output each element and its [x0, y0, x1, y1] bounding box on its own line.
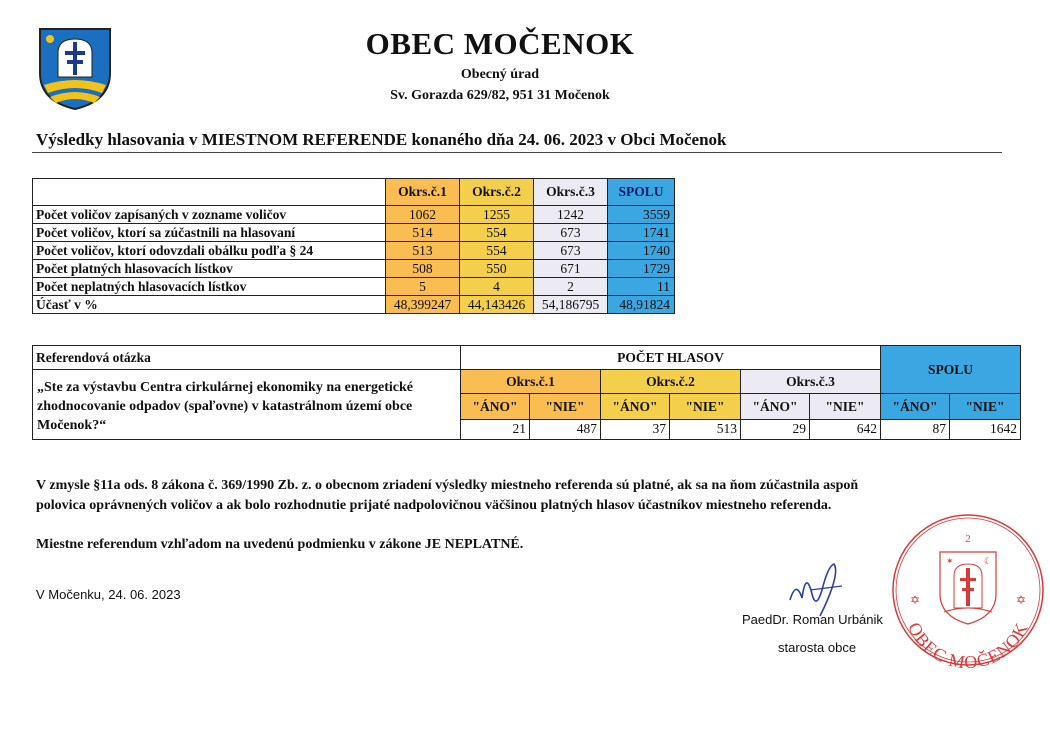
col-header-district-2: Okrs.č.2	[460, 179, 534, 206]
yes-label: "ÁNO"	[881, 394, 950, 419]
cell-value: 673	[534, 224, 608, 242]
cell-value: 54,186795	[534, 296, 608, 314]
no-label: "NIE"	[810, 394, 881, 419]
vote-count: 487	[530, 419, 601, 439]
validity-line-1: V zmysle §11a ods. 8 zákona č. 369/1990 Zb. z. o obecnom zriadení výsledky miestneho referenda sú platné, ak sa na ňom zúčastnila aspoň	[36, 478, 859, 493]
no-label: "NIE"	[950, 394, 1021, 419]
svg-text:✡: ✡	[1016, 593, 1027, 607]
col-header-district-3: Okrs.č.3	[534, 179, 608, 206]
results-header-row	[33, 179, 675, 206]
row-label: Počet voličov, ktorí sa zúčastnili na hlasovaní	[33, 224, 386, 242]
cell-value: 1242	[534, 206, 608, 224]
cell-value: 550	[460, 260, 534, 278]
yes-label: "ÁNO"	[741, 394, 810, 419]
vote-count: 513	[670, 419, 741, 439]
validity-paragraph	[36, 476, 858, 516]
cell-value: 1062	[386, 206, 460, 224]
vote-total: 87	[881, 419, 950, 439]
svg-text:✶: ✶	[946, 557, 954, 567]
row-label: Počet platných hlasovacích lístkov	[33, 260, 386, 278]
no-label: "NIE"	[530, 394, 601, 419]
question-text: „Ste za výstavbu Centra cirkulárnej ekonomiky na energetické zhodnocovanie odpadov (spaľovne) v katastrálnom území obce Močenok?“	[33, 370, 461, 440]
cell-value: 508	[386, 260, 460, 278]
count-header: POČET HLASOV	[461, 346, 881, 370]
table-row	[33, 242, 675, 260]
district-header-row	[33, 370, 1021, 394]
cell-value: 514	[386, 224, 460, 242]
cell-value: 1255	[460, 206, 534, 224]
cell-value: 513	[386, 242, 460, 260]
signature-icon	[782, 560, 852, 618]
question-label: Referendová otázka	[33, 346, 461, 370]
office-address: Sv. Gorazda 629/82, 951 31 Močenok	[390, 88, 610, 103]
cell-total: 1729	[608, 260, 675, 278]
cell-value: 554	[460, 242, 534, 260]
cell-value: 44,143426	[460, 296, 534, 314]
official-stamp-icon	[890, 512, 1046, 668]
office-name: Obecný úrad	[460, 67, 540, 82]
vote-count: 29	[741, 419, 810, 439]
cell-value: 48,399247	[386, 296, 460, 314]
vote-count: 21	[461, 419, 530, 439]
vote-count: 642	[810, 419, 881, 439]
stamp-text: OBEC MOČENOK	[904, 619, 1032, 668]
svg-text:OBEC MOČENOK	[904, 619, 1032, 668]
table-row	[33, 224, 675, 242]
col-header-total: SPOLU	[608, 179, 675, 206]
cell-value: 673	[534, 242, 608, 260]
page-title: OBEC MOČENOK	[365, 26, 635, 61]
place-and-date: V Močenku, 24. 06. 2023	[36, 587, 181, 602]
table-row	[33, 296, 675, 314]
cell-total: 1741	[608, 224, 675, 242]
row-label: Počet neplatných hlasovacích lístkov	[33, 278, 386, 296]
validity-line-2: polovica oprávnených voličov a ak bolo rozhodnutie prijaté nadpolovičnou väčšinou platných hlasov účastníkov miestneho referenda.	[36, 498, 832, 513]
results-header-blank	[33, 179, 386, 206]
heading-divider	[32, 152, 1002, 153]
col-header-district-1: Okrs.č.1	[386, 179, 460, 206]
cell-total: 11	[608, 278, 675, 296]
total-header: SPOLU	[881, 346, 1021, 394]
yes-label: "ÁNO"	[601, 394, 670, 419]
row-label: Počet voličov, ktorí odovzdali obálku podľa § 24	[33, 242, 386, 260]
votes-header-row	[33, 346, 1021, 370]
stamp-number: 2	[965, 533, 971, 545]
yes-label: "ÁNO"	[461, 394, 530, 419]
cell-total: 1740	[608, 242, 675, 260]
table-row	[33, 278, 675, 296]
table-row	[33, 206, 675, 224]
cell-value: 2	[534, 278, 608, 296]
row-label: Účasť v %	[33, 296, 386, 314]
svg-text:✡: ✡	[910, 593, 921, 607]
results-table	[32, 178, 675, 314]
row-label: Počet voličov zapísaných v zozname voličov	[33, 206, 386, 224]
svg-text:☾: ☾	[984, 557, 993, 567]
no-label: "NIE"	[670, 394, 741, 419]
signer-role: starosta obce	[778, 640, 857, 655]
district-header-2: Okrs.č.2	[601, 370, 741, 394]
cell-total: 3559	[608, 206, 675, 224]
vote-count: 37	[601, 419, 670, 439]
district-header-3: Okrs.č.3	[741, 370, 881, 394]
district-header-1: Okrs.č.1	[461, 370, 601, 394]
table-row	[33, 260, 675, 278]
cell-value: 4	[460, 278, 534, 296]
vote-total: 1642	[950, 419, 1021, 439]
result-statement: Miestne referendum vzhľadom na uvedenú podmienku v zákone JE NEPLATNÉ.	[36, 537, 524, 552]
cell-total: 48,91824	[608, 296, 675, 314]
votes-table	[32, 345, 1021, 440]
cell-value: 5	[386, 278, 460, 296]
cell-value: 554	[460, 224, 534, 242]
signer-name: PaedDr. Roman Urbánik	[742, 612, 883, 627]
results-heading: Výsledky hlasovania v MIESTNOM REFERENDE konaného dňa 24. 06. 2023 v Obci Močenok	[36, 130, 727, 149]
cell-value: 671	[534, 260, 608, 278]
